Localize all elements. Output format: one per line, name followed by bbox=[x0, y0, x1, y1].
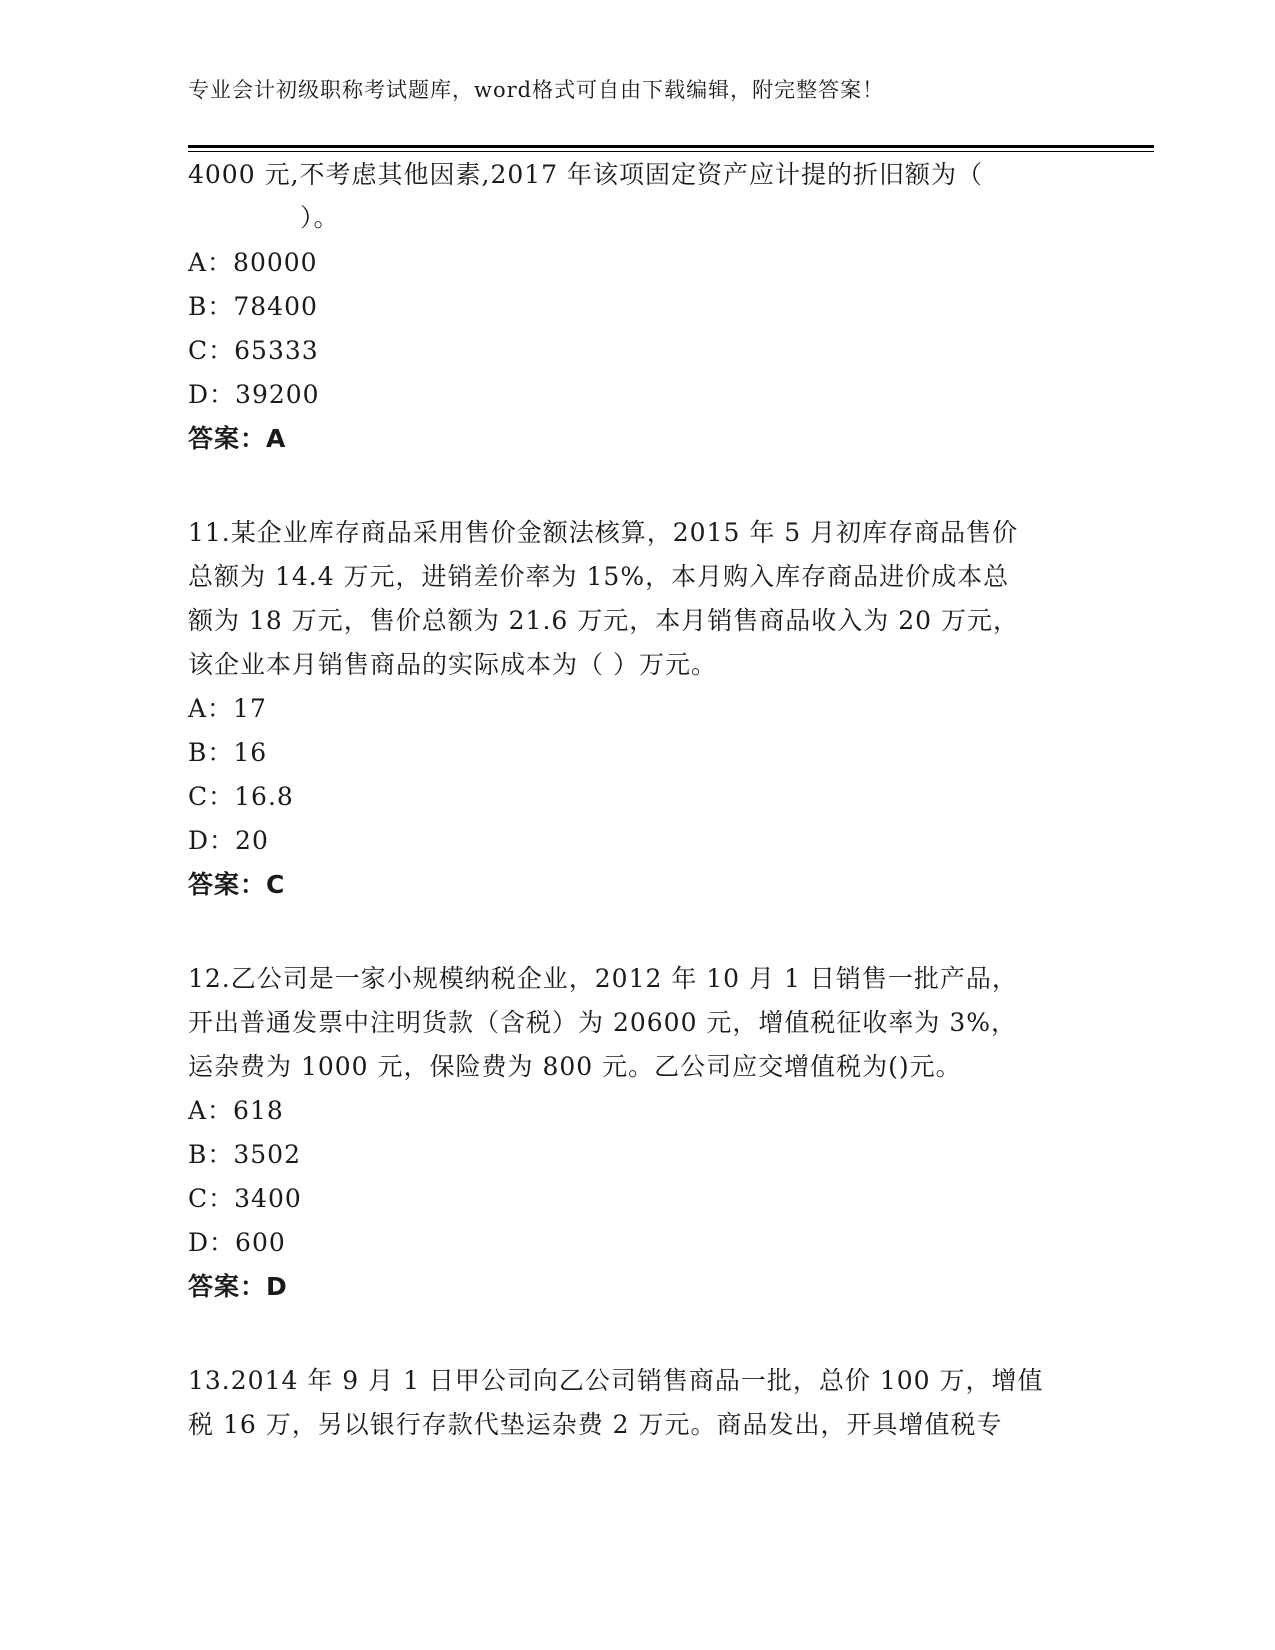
question-text-line: 该企业本月销售商品的实际成本为（ ）万元。 bbox=[188, 650, 717, 679]
option-a: A：80000 bbox=[188, 248, 318, 277]
question-text-line: 总额为 14.4 万元，进销差价率为 15%，本月购入库存商品进价成本总 bbox=[188, 562, 1010, 591]
option-b: B：3502 bbox=[188, 1140, 301, 1169]
answer-line: 答案：D bbox=[188, 1272, 288, 1301]
question-text-line: 运杂费为 1000 元，保险费为 800 元。乙公司应交增值税为()元。 bbox=[188, 1052, 962, 1081]
option-b: B：16 bbox=[188, 738, 268, 767]
option-b: B：78400 bbox=[188, 292, 318, 321]
option-c: C：3400 bbox=[188, 1184, 302, 1213]
question-text-line: 额为 18 万元，售价总额为 21.6 万元，本月销售商品收入为 20 万元， bbox=[188, 606, 1019, 635]
header-rule-thin bbox=[188, 151, 1154, 152]
header-text: 专业会计初级职称考试题库，word格式可自由下载编辑，附完整答案！ bbox=[188, 78, 885, 102]
option-a: A：17 bbox=[188, 694, 267, 723]
header-rule-thick bbox=[188, 145, 1154, 148]
option-d: D：600 bbox=[188, 1228, 286, 1257]
question-text-line: 4000 元,不考虑其他因素,2017 年该项固定资产应计提的折旧额为（ bbox=[188, 160, 984, 189]
answer-line: 答案：C bbox=[188, 870, 286, 899]
question-text-line: 开出普通发票中注明货款（含税）为 20600 元，增值税征收率为 3%， bbox=[188, 1008, 1018, 1037]
question-text-line: 12.乙公司是一家小规模纳税企业，2012 年 10 月 1 日销售一批产品， bbox=[188, 964, 1018, 993]
option-c: C：65333 bbox=[188, 336, 319, 365]
option-a: A：618 bbox=[188, 1096, 284, 1125]
question-text-line: 13.2014 年 9 月 1 日甲公司向乙公司销售商品一批，总价 100 万，增值 bbox=[188, 1366, 1044, 1395]
answer-line: 答案：A bbox=[188, 424, 287, 453]
option-d: D：39200 bbox=[188, 380, 320, 409]
option-c: C：16.8 bbox=[188, 782, 294, 811]
question-text-line: 11.某企业库存商品采用售价金额法核算，2015 年 5 月初库存商品售价 bbox=[188, 518, 1019, 547]
option-d: D：20 bbox=[188, 826, 269, 855]
question-text-line: ）。 bbox=[300, 203, 340, 232]
question-text-line: 税 16 万，另以银行存款代垫运杂费 2 万元。商品发出，开具增值税专 bbox=[188, 1410, 1003, 1439]
